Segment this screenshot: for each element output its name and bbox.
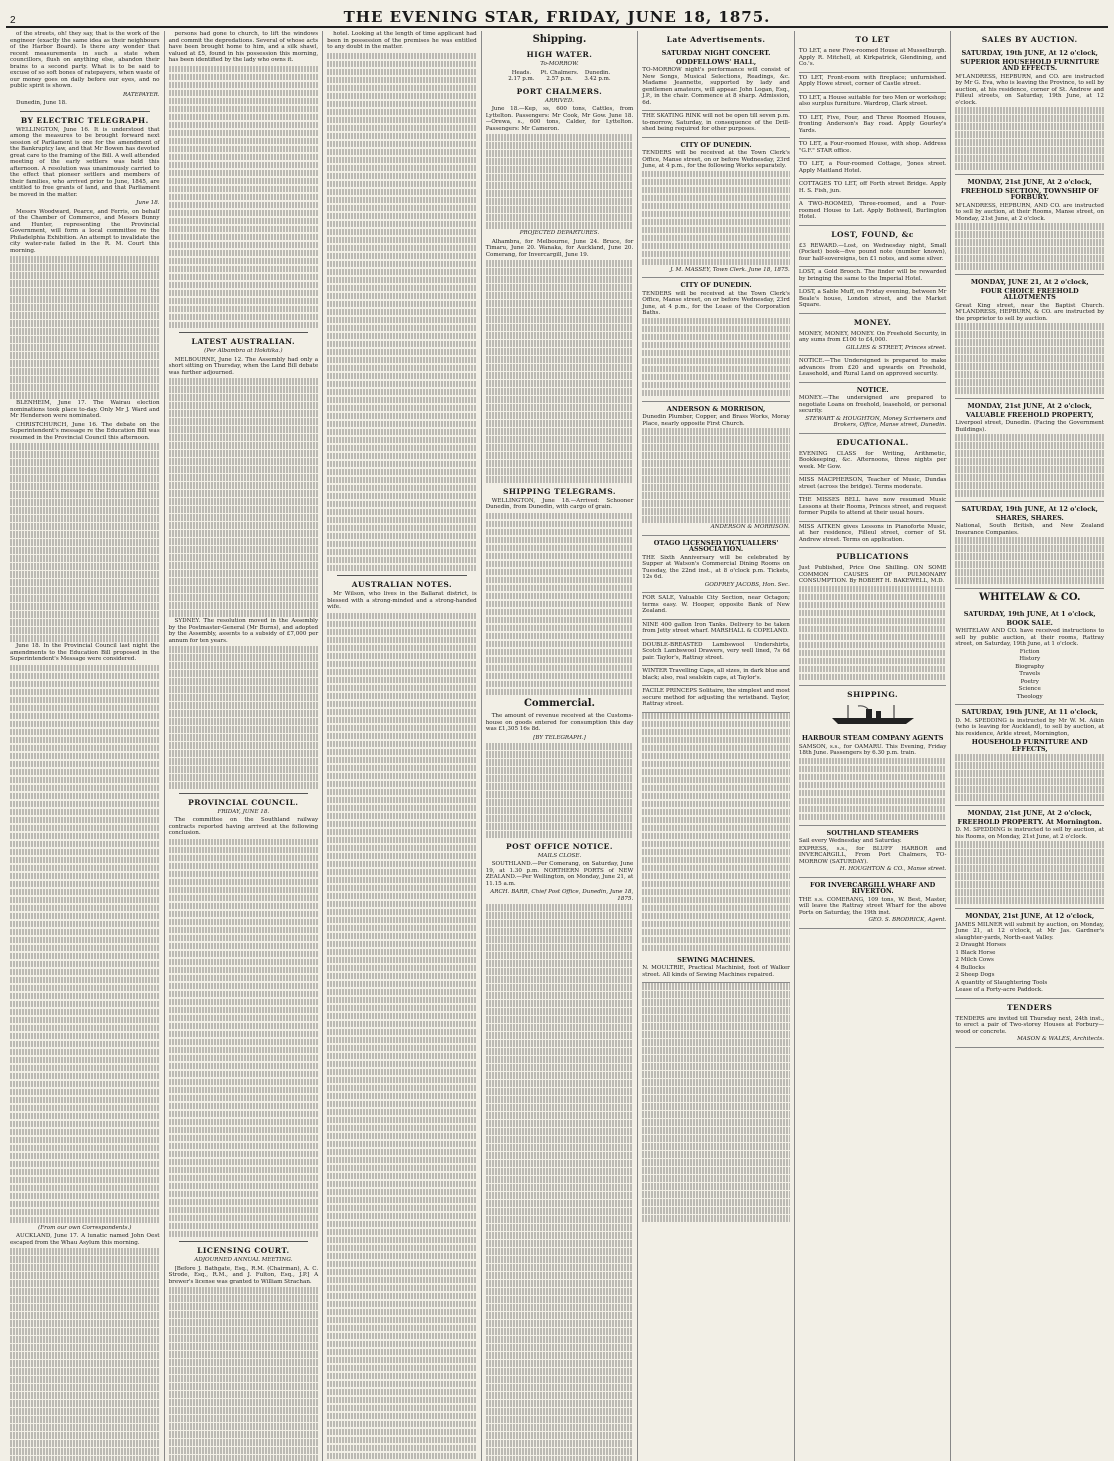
- steamship-icon: [828, 703, 918, 725]
- section-heading-to-let: TO LET: [855, 35, 890, 44]
- port-heading: PORT CHALMERS.: [516, 86, 603, 96]
- ad-to-let: COTTAGES TO LET, off Forth street Bridge. Apply H. S. Fish, jun.: [799, 179, 947, 199]
- section-heading-lost-found: LOST, FOUND, &c: [831, 229, 915, 239]
- melbourne-dispatch: MELBOURNE, June 12. The Assembly had only a short sitting on Thursday, when the Land Bill debate was further adjourned.: [168, 356, 319, 376]
- ad-southland-steamers: SOUTHLAND STEAMERS Sail every Wednesday and Saturday. EXPRESS, s.s., for BLUFF HARBOR and INVERCARGILL, From Port Chalmers, TO-MORROW (SATURDAY). H. HOUGHTON & CO., Manse street.: [799, 826, 947, 878]
- post-office-heading: POST OFFICE NOTICE.: [505, 841, 613, 851]
- section-heading-commercial: Commercial.: [523, 698, 596, 709]
- newspaper-title: THE EVENING STAR, FRIDAY, JUNE 18, 1875.: [343, 8, 771, 26]
- ad-book-sale: SATURDAY, 19th JUNE, At 1 o'clock, BOOK SALE. WHITELAW AND CO. have received instructions to sell by public auction, at their rooms, Rattray street, on Saturday, 19th June, at 1 o'clock. Fiction History Biography Travels Poetry Science Theology: [955, 607, 1104, 705]
- section-heading-sales: SALES BY AUCTION.: [981, 35, 1078, 44]
- column-6: [795, 31, 952, 1461]
- june18-dispatch: June 18. In the Provincial Council last night the amendments to the Education Bill proposed in the Superintendent's Message were considered.: [10, 643, 160, 662]
- ad-classified: FACILE PRINCEPS Solitaire, the simplest and most secure method for adjusting the wristband. Taylor, Rattray street.: [642, 686, 790, 713]
- ad-sewing-machines: SEWING MACHINES. N. MOULTRIE, Practical Machinist, foot of Walker street. All kinds of Sewing Machines repaired.: [642, 953, 790, 984]
- text-lines: [169, 646, 319, 789]
- text-lines: [486, 904, 634, 1461]
- ad-auction: MONDAY, 21st JUNE, At 2 o'clock, FREEHOLD SECTION, TOWNSHIP OF FORBURY. M'LANDRESS, HEPBURN, AND CO. are instructed to sell by auction, at their Rooms, Manse street, on Monday, 21st June, at 2 o'clock.: [955, 175, 1104, 275]
- by-telegraph-label: [BY TELEGRAPH.]: [533, 734, 586, 741]
- ad-to-let: TO LET, a Four-roomed Cottage, 'Jones street. Apply Maitland Hotel.: [799, 159, 947, 179]
- tide-cell: Heads. 2.17 p.m.: [508, 69, 535, 82]
- mails-close-label: MAILS CLOSE.: [537, 852, 582, 859]
- section-heading-australian-notes: AUSTRALIAN NOTES.: [351, 580, 453, 589]
- commercial-body: The amount of revenue received at the Customs-house on goods entered for consumption this day was £1,305 16s 8d.: [485, 713, 634, 732]
- ad-auction: MONDAY, JUNE 21, At 2 o'clock, FOUR CHOICE FREEHOLD ALLOTMENTS Great King street, near the Baptist Church. M'LANDRESS, HEPBURN, & CO. are instructed by the proprietor to sell by auction.: [955, 275, 1104, 399]
- ad-educational: EVENING CLASS for Writing, Arithmetic, Bookkeeping, &c. Afternoons, three nights per week. Mr Gow.: [799, 449, 947, 476]
- post-office-signature: ARCH. BARR, Chief Post Office, Dunedin, June 18, 1875.: [490, 889, 634, 902]
- section-heading-tenders: TENDERS: [1006, 1002, 1053, 1012]
- text-lines: [169, 1287, 319, 1461]
- whitelaw-heading: WHITELAW & CO.: [978, 592, 1081, 603]
- blenheim-dispatch: BLENHEIM, June 17. The Wairau election nominations took place to-day. Only Mr J. Ward and Mr Henderson were nominated.: [10, 400, 160, 419]
- text-lines: [10, 1248, 160, 1461]
- ad-lost: LOST, a Sable Muff, on Friday evening, between Mr Beale's house, London street, and the Market Square.: [799, 287, 947, 314]
- ad-to-let: TO LET, Five, Four, and Three Roomed Houses, fronting Anderson's Bay road. Apply Gourley's Yards.: [799, 113, 947, 140]
- column-2: [165, 31, 324, 1461]
- ad-auction: SATURDAY, 19th JUNE, At 12 o'clock, SUPERIOR HOUSEHOLD FURNITURE AND EFFECTS. M'LANDRESS, HEPBURN, and CO. are instructed by Mr G. Eva, who is leaving the Province, to sell by auction, at his residence, corner of St. Andrew and Filleul streets, on Saturday, 19th June, at 12 o'clock.: [955, 46, 1104, 175]
- shipping-telegrams-body: WELLINGTON, June 18.—Arrived: Schooner Dunedin, from Dunedin, with cargo of grain.: [485, 497, 634, 510]
- text-lines: [327, 613, 477, 1461]
- ad-lost: LOST, a Gold Brooch. The finder will be rewarded by bringing the same to the Imperial Hotel.: [799, 267, 947, 287]
- shipping-telegrams-heading: SHIPPING TELEGRAMS.: [502, 486, 616, 496]
- section-heading-provincial-council: PROVINCIAL COUNCIL.: [188, 797, 299, 807]
- section-subheading: ADJOURNED ANNUAL MEETING.: [194, 1257, 293, 1263]
- column-3: [323, 31, 482, 1461]
- steamship-illustration: [799, 703, 947, 728]
- ad-freehold-property: MONDAY, 21st JUNE, At 2 o'clock, FREEHOLD PROPERTY. At Mornington. D. M. SPEDDING is instructed to sell by auction, at his Rooms, on Monday, 21st June, at 2 o'clock.: [955, 806, 1104, 909]
- section-heading-licensing-court: LICENSING COURT.: [197, 1246, 290, 1255]
- licensing-body: [Before J. Bathgate, Esq., R.M. (Chairman), A. C. Strode, Esq., R.M., and J. Fulton, Esq., J.P.] A brewer's license was granted to William Strachan.: [168, 1265, 319, 1285]
- letter-body: of the streets, oh! they say, that is the work of the engineer (exactly the same idea as their neighbours of the Harbor Board). Is there any wonder that recent measurements in such a state when councillors, flush on anything else, abandon their brains to a second party. What is to be said to excuse of so soft bones of ratepayers, when waste of our money goes on daily before our eyes, and no public spirit is shown.: [10, 31, 160, 89]
- section-heading-shipping: Shipping.: [532, 34, 587, 45]
- masthead: [6, 4, 1108, 28]
- high-water-heading: HIGH WATER.: [526, 50, 593, 59]
- ad-harbour-steam: HARBOUR STEAM COMPANY AGENTS SAMSON, s.s., for OAMARU. This Evening, Friday 18th June. Passengers by 6.30 p.m. train.: [799, 731, 947, 826]
- ad-notice: NOTICE.—The Undersigned is prepared to make advances from £20 and upwards on Freehold, Leasehold, and Rural Land on approved security.: [799, 356, 947, 383]
- section-date: FRIDAY, JUNE 18.: [217, 808, 270, 815]
- ad-to-let: TO LET, a House suitable for two Men or workshop; also surplus furniture. Wardrop, Clark street.: [799, 93, 947, 113]
- article-body: persons had gone to church, to lift the windows and commit the depredations. Several of whose acts have been brought home to him, and a silk shawl, valued at £5, found in his possession this morning, has been identified by the lady who owns it.: [168, 31, 319, 63]
- ad-spedding-furniture: SATURDAY, 19th JUNE, At 11 o'clock, D. M. SPEDDING is instructed by Mr W. M. Aikin (who is leaving for Auckland), to sell by auction, at his residence, Arkle street, Mornington, HOUSEHOLD FURNITURE AND EFFECTS,: [955, 705, 1104, 806]
- dateline: June 18.: [136, 200, 160, 206]
- provincial-body: The committee on the Southland railway contracts reported having arrived at the following conclusion.: [168, 817, 319, 836]
- ad-educational: MISS AITKEN gives Lessons in Pianoforte Music, at her residence, Filleul street, corner of St. Andrew street. Terms on application.: [799, 522, 947, 549]
- auckland-dispatch: AUCKLAND, June 17. A lunatic named John Oest escaped from the Whau Asylum this morning.: [10, 1233, 160, 1246]
- correspondents-note: (From our own Correspondents.): [38, 1224, 132, 1231]
- ad-educational: THE MISSES BELL have now resumed Music Lessons at their Rooms, Princes street, and request former Pupils to attend at their usual hours.: [799, 495, 947, 522]
- ad-skating: THE SKATING RINK will not be open till seven p.m. to-morrow, Saturday, in consequence of the Drill-shed being required for other purposes.: [642, 111, 790, 138]
- letter-place: Dunedin, June 18.: [16, 100, 67, 106]
- text-lines: [486, 260, 634, 483]
- ad-to-let: TO LET, a Four-roomed House, with shop. Address "G.F." STAR office.: [799, 139, 947, 159]
- ad-classified: WINTER Travelling Caps, all sizes, in dark blue and black; also, real sealskin caps, at Taylor's.: [642, 666, 790, 686]
- telegraph-body: WELLINGTON, June 16. It is understood that among the measures to be brought forward next session of Parliament is one for the amendment of the Bankruptcy law, and that Mr Bowen has devoted great care to the framing of the Bill. A well attended meeting of the early settlers was held this afternoon. A resolution was unanimously carried to the effect that pioneer settlers and members of their families, who arrived prior to June, 1845, are entitled to free grants of land, and that Parliament be moved in the matter.: [10, 126, 160, 198]
- post-office-body: SOUTHLAND.—Per Comerang, on Saturday, June 19, at 1.30 p.m. NORTHERN PORTS of NEW ZEALAND.—Per Wellington, on Monday, June 21, at 11.15 a.m.: [485, 861, 634, 887]
- section-subheading: (Per Albambra at Hokitika.): [204, 348, 283, 354]
- tide-cell: Pt. Chalmers. 2.57 p.m.: [540, 69, 579, 82]
- column-1: [6, 31, 165, 1461]
- article-body: hotel. Looking at the length of time applicant had been in possession of the premises he was entitled to any doubt in the matter.: [327, 31, 477, 50]
- text-lines: [486, 513, 634, 696]
- ad-classified: FOR SALE, Valuable City Section, near Octagon; terms easy. W. Hooper, opposite Bank of New Zealand.: [642, 593, 790, 620]
- page-number: 2: [10, 15, 16, 26]
- ad-publication: Just Published, Price One Shilling. ON SOME COMMON CAUSES OF PULMONARY CONSUMPTION. By ROBERT H. BAKEWELL, M.D.: [799, 563, 947, 686]
- high-water-sub: To-MORROW.: [540, 61, 579, 67]
- ad-to-let: TO LET, Front-room with fireplace; unfurnished. Apply Howe street, corner of Castle street.: [799, 73, 947, 93]
- tide-table: [486, 70, 634, 83]
- text-lines: [10, 256, 160, 399]
- ad-educational: MISS MACPHERSON, Teacher of Music, Dundas street (across the bridge). Terms moderate.: [799, 475, 947, 495]
- arrived-body: June 18.—Kep, ss, 600 tons, Cattles, from Lyttelton. Passengers: Mr Cook, Mr Gow. June 18.—Orewa, s., 600 tons, Calder, for Lyttelton. Passengers: Mr Cameron.: [485, 106, 634, 132]
- ad-classified: DOUBLE-BREASTED Lambswool Undershirts, Scotch Lambswool Drawers, very well lined, 7s 6d pair. Taylor's, Rattray street.: [642, 640, 790, 667]
- ad-money: MONEY, MONEY, MONEY. On Freehold Security, in any sums from £100 to £4,000. GILLIES & STREET, Princes street.: [799, 329, 947, 357]
- text-lines: [642, 983, 790, 1222]
- ad-city-tenders-2: CITY OF DUNEDIN. TENDERS will be received at the Town Clerk's Office, Manse street, on or before Wednesday, 23rd June, at 4 p.m., for the Lease of the Corporation Baths.: [642, 278, 790, 402]
- ad-notice-2: NOTICE. MONEY.—The undersigned are prepared to negotiate Loans on freehold, leasehold, or personal security. STEWART & HOUGHTON, Money Scriveners and Brokers, Office, Manse street, Dunedin.: [799, 383, 947, 434]
- tide-cell: Dunedin. 3.42 p.m.: [584, 69, 611, 82]
- ad-classified: NINE 400 gallon Iron Tanks. Delivery to be taken from Jetty street wharf. MARSHALL & COPELAND.: [642, 620, 790, 640]
- ad-anderson-morrison: ANDERSON & MORRISON, Dunedin Plumber, Copper, and Brass Works, Moray Place, nearly opposite First Church. ANDERSON & MORRISON.: [642, 402, 790, 536]
- text-lines: [169, 66, 319, 329]
- section-heading-educational: EDUCATIONAL.: [836, 437, 909, 447]
- arrived-label: ARRIVED.: [545, 97, 574, 104]
- text-lines: [169, 839, 319, 1238]
- ad-tenders: TENDERS are invited till Thursday next, 24th inst., to erect a pair of Two-storey Houses at Forbury—wood or concrete. MASON & WALES, Architects.: [955, 1014, 1104, 1048]
- ad-auction: MONDAY, 21st JUNE, At 2 o'clock, VALUABLE FREEHOLD PROPERTY, Liverpool street, Dunedin. (Facing the Government Buildings).: [955, 399, 1104, 502]
- section-heading-telegraph: BY ELECTRIC TELEGRAPH.: [20, 115, 149, 125]
- departures-body: Alhambra, for Melbourne, June 24. Bruce, for Timaru, June 20. Wanaka, for Auckland, June 20. Comerang, for Invercargill, June 19.: [485, 238, 634, 258]
- text-lines: [642, 713, 790, 952]
- ad-milner-auction: MONDAY, 21st JUNE, At 12 o'clock, JAMES MILNER will submit by auction, on Monday, June 21, at 12 o'clock, at Mr Jas. Gardner's slaughter-yards, North-east Valley. 2 Draught Horses 1 Black Horse 2 Milch Cows 4 Bullocks 2 Sheep Dogs A quantity of Slaughtering Tools Lease of a Forty-acre Paddock.: [955, 909, 1104, 999]
- section-heading-publications: PUBLICATIONS: [836, 552, 909, 561]
- section-heading-latest-australian: LATEST AUSTRALIAN.: [191, 337, 296, 346]
- section-heading-shipping-ads: SHIPPING.: [847, 689, 899, 699]
- ad-to-let: TO LET, a new Five-roomed House at Musselburgh. Apply R. Mitchell, at Kirkpatrick, Glendining, and Co.'s.: [799, 46, 947, 73]
- column-5: [638, 31, 795, 1461]
- text-lines: [10, 443, 160, 642]
- sydney-dispatch: SYDNEY. The resolution moved in the Assembly by the Postmaster-General (Mr Burns), and adopted by the Assembly, assents to a subsidy of £7,000 per annum for ten years.: [168, 618, 319, 644]
- text-lines: [486, 134, 634, 229]
- ad-concert: SATURDAY NIGHT CONCERT. ODDFELLOWS' HALL, TO-MORROW night's performance will consist of New Songs, Musical Selections, Readings, &c. Madame Jeannette, supported by lady and gentlemen amateurs, will appear. John Logan, Esq., J.P., in the chair. Commence at 8 sharp. Admission, 6d.: [642, 46, 790, 111]
- letter-signature: RATEPAYER.: [122, 91, 160, 98]
- text-lines: [486, 743, 634, 838]
- ad-invercargill: FOR INVERCARGILL WHARF AND RIVERTON. THE s.s. COMERANG, 109 tons, W. Best, Master, will leave the Rattray street Wharf for the above Ports on Saturday, the 19th inst. GEO. S. BRODRICK, Agent.: [799, 878, 947, 929]
- column-4: [482, 31, 639, 1461]
- telegraph-body-2: Messrs Woodward, Pearce, and Ferris, on behalf of the Chamber of Commerce, and Messrs Bunny and Hunter, representing the Provincial Government, will form a local committee re the Philadelphia Exhibition. An attempt to invalidate the city water-rate failed in the R. M. Court this morning.: [10, 208, 160, 254]
- ad-licensed-victuallers: OTAGO LICENSED VICTUALLERS' ASSOCIATION. THE Sixth Anniversary will be celebrated by Supper at Watson's Commercial Dining Rooms on Tuesday, the 22nd inst., at 8 o'clock p.m. Tickets, 12s 6d. GODFREY JACOBS, Hon. Sec.: [642, 536, 790, 594]
- section-heading-money: MONEY.: [853, 317, 892, 327]
- ad-city-tenders: CITY OF DUNEDIN. TENDERS will be received at the Town Clerk's Office, Manse street, on or before Wednesday, 23rd June, at 4 p.m., for the following Works separately. J. M. MASSEY, Town Clerk. June 18, 1875.: [642, 138, 790, 279]
- column-7: [951, 31, 1108, 1461]
- ad-lost: £3 REWARD.—Lost, on Wednesday night, Small (Pocket) book—five pound note (number known), four half-sovereigns, ten £1 notes, and some silver.: [799, 241, 947, 268]
- section-heading-late-ads: Late Advertisements.: [666, 35, 766, 44]
- departures-label: PROJECTED DEPARTURES.: [519, 230, 600, 236]
- text-lines: [169, 378, 319, 617]
- text-lines: [327, 53, 477, 572]
- ad-auction: SATURDAY, 19th JUNE, At 12 o'clock, SHARES, SHARES. National, South British, and New Zealand Insurance Companies.: [955, 502, 1104, 589]
- text-lines: [10, 665, 160, 1224]
- australian-notes-body: Mr Wilson, who lives in the Ballarat district, is blessed with a strong-minded and a strong-handed wife.: [327, 591, 477, 610]
- ad-to-let: A TWO-ROOMED, Three-roomed, and a Four-roomed House to Let. Apply Bothwell, Burlington Hotel.: [799, 199, 947, 226]
- christchurch-dispatch: CHRISTCHURCH, June 16. The debate on the Superintendent's message re the Education Bill was resumed in the Provincial Council this afternoon.: [10, 421, 160, 441]
